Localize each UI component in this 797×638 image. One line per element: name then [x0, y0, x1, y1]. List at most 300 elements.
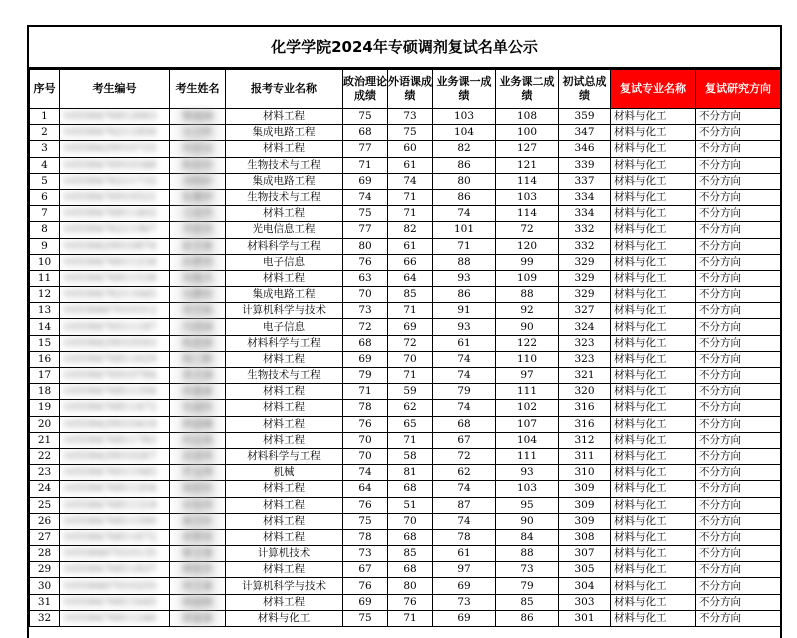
- cell-total-score: 334: [559, 189, 611, 205]
- cell-applied-major: 材料工程: [226, 432, 343, 448]
- table-row: [30, 594, 781, 610]
- table-row: [30, 157, 781, 173]
- header-total-score: 初试总成绩: [559, 70, 611, 109]
- cell-course1-score: 103: [433, 109, 496, 125]
- cell-course2-score: 79: [496, 578, 559, 594]
- cell-retest-direction: 不分方向: [696, 562, 781, 578]
- cell-candidate-id: 10558476811402: [60, 206, 170, 222]
- cell-candidate-id: 10558476811645: [60, 594, 170, 610]
- admission-list-sheet: [27, 25, 782, 638]
- cell-total-score: 323: [559, 351, 611, 367]
- cell-candidate-name: 林晨曦: [170, 416, 226, 432]
- cell-retest-direction: 不分方向: [696, 141, 781, 157]
- cell-retest-major: 材料与化工: [611, 319, 696, 335]
- header-applied-major: 报考专业名称: [226, 70, 343, 109]
- cell-retest-direction: 不分方向: [696, 173, 781, 189]
- cell-politics-score: 64: [343, 481, 388, 497]
- table-row: [30, 238, 781, 254]
- cell-no: 7: [30, 206, 60, 222]
- table-row: [30, 481, 781, 497]
- cell-retest-major: 材料与化工: [611, 610, 696, 626]
- table-row: [30, 206, 781, 222]
- cell-candidate-name: 韩雨桐: [170, 594, 226, 610]
- cell-english-score: 71: [388, 206, 433, 222]
- cell-retest-major: 材料与化工: [611, 448, 696, 464]
- cell-politics-score: 70: [343, 287, 388, 303]
- cell-retest-direction: 不分方向: [696, 594, 781, 610]
- cell-english-score: 68: [388, 481, 433, 497]
- cell-politics-score: 73: [343, 303, 388, 319]
- cell-course1-score: 61: [433, 546, 496, 562]
- cell-english-score: 61: [388, 157, 433, 173]
- cell-retest-direction: 不分方向: [696, 384, 781, 400]
- cell-retest-direction: 不分方向: [696, 578, 781, 594]
- cell-retest-direction: 不分方向: [696, 400, 781, 416]
- cell-applied-major: 计算机科学与技术: [226, 303, 343, 319]
- cell-english-score: 58: [388, 448, 433, 464]
- cell-course1-score: 101: [433, 222, 496, 238]
- cell-candidate-name: 徐嘉豪: [170, 384, 226, 400]
- cell-applied-major: 材料工程: [226, 594, 343, 610]
- table-body: [30, 109, 781, 627]
- cell-candidate-name: 梁欣怡: [170, 481, 226, 497]
- cell-english-score: 72: [388, 335, 433, 351]
- cell-candidate-name: 李欣悦: [170, 222, 226, 238]
- cell-total-score: 339: [559, 157, 611, 173]
- cell-politics-score: 69: [343, 351, 388, 367]
- cell-total-score: 337: [559, 173, 611, 189]
- cell-course1-score: 93: [433, 319, 496, 335]
- cell-politics-score: 75: [343, 513, 388, 529]
- cell-total-score: 304: [559, 578, 611, 594]
- cell-english-score: 71: [388, 432, 433, 448]
- cell-no: 18: [30, 384, 60, 400]
- cell-course1-score: 67: [433, 432, 496, 448]
- table-row: [30, 351, 781, 367]
- cell-course1-score: 104: [433, 125, 496, 141]
- table-row: [30, 270, 781, 286]
- cell-candidate-id: 10558429010267: [60, 448, 170, 464]
- cell-course2-score: 99: [496, 254, 559, 270]
- cell-politics-score: 73: [343, 546, 388, 562]
- table-row: [30, 141, 781, 157]
- cell-retest-major: 材料与化工: [611, 254, 696, 270]
- cell-retest-direction: 不分方向: [696, 189, 781, 205]
- cell-candidate-name: 冯诗涵: [170, 319, 226, 335]
- cell-retest-direction: 不分方向: [696, 481, 781, 497]
- cell-english-score: 74: [388, 173, 433, 189]
- cell-candidate-id: 10558476211856: [60, 125, 170, 141]
- header-retest-direction: 复试研究方向: [696, 70, 781, 109]
- cell-politics-score: 76: [343, 254, 388, 270]
- cell-course2-score: 104: [496, 432, 559, 448]
- cell-course1-score: 88: [433, 254, 496, 270]
- cell-no: 6: [30, 189, 60, 205]
- cell-english-score: 69: [388, 319, 433, 335]
- cell-retest-direction: 不分方向: [696, 546, 781, 562]
- cell-candidate-id: 10558476811204: [60, 481, 170, 497]
- cell-course2-score: 111: [496, 448, 559, 464]
- cell-retest-direction: 不分方向: [696, 238, 781, 254]
- cell-applied-major: 材料工程: [226, 351, 343, 367]
- cell-course2-score: 90: [496, 319, 559, 335]
- candidate-table: [29, 69, 781, 627]
- cell-english-score: 85: [388, 546, 433, 562]
- cell-retest-direction: 不分方向: [696, 529, 781, 545]
- cell-candidate-name: 陈思源: [170, 335, 226, 351]
- cell-course1-score: 74: [433, 206, 496, 222]
- cell-candidate-name: 吴子昕: [170, 125, 226, 141]
- cell-retest-major: 材料与化工: [611, 125, 696, 141]
- cell-retest-major: 材料与化工: [611, 384, 696, 400]
- cell-course1-score: 87: [433, 497, 496, 513]
- cell-applied-major: 材料工程: [226, 206, 343, 222]
- cell-politics-score: 69: [343, 594, 388, 610]
- cell-english-score: 73: [388, 109, 433, 125]
- cell-retest-direction: 不分方向: [696, 270, 781, 286]
- cell-applied-major: 集成电路工程: [226, 287, 343, 303]
- cell-candidate-name: 唐梦瑶: [170, 529, 226, 545]
- cell-retest-major: 材料与化工: [611, 335, 696, 351]
- cell-course2-score: 92: [496, 303, 559, 319]
- cell-retest-major: 材料与化工: [611, 546, 696, 562]
- cell-applied-major: 电子信息: [226, 254, 343, 270]
- cell-politics-score: 72: [343, 319, 388, 335]
- cell-english-score: 82: [388, 222, 433, 238]
- cell-candidate-id: 10558476511187: [60, 319, 170, 335]
- cell-politics-score: 63: [343, 270, 388, 286]
- cell-course1-score: 86: [433, 157, 496, 173]
- cell-total-score: 321: [559, 368, 611, 384]
- cell-no: 22: [30, 448, 60, 464]
- header-candidate-id: 考生编号: [60, 70, 170, 109]
- cell-retest-direction: 不分方向: [696, 157, 781, 173]
- cell-no: 9: [30, 238, 60, 254]
- cell-no: 13: [30, 303, 60, 319]
- cell-english-score: 71: [388, 189, 433, 205]
- cell-retest-major: 材料与化工: [611, 173, 696, 189]
- cell-course1-score: 68: [433, 416, 496, 432]
- cell-candidate-name: 廖欣然: [170, 562, 226, 578]
- cell-candidate-name: 周俊杰: [170, 270, 226, 286]
- table-row: [30, 465, 781, 481]
- cell-applied-major: 材料工程: [226, 513, 343, 529]
- cell-retest-major: 材料与化工: [611, 287, 696, 303]
- cell-applied-major: 材料工程: [226, 416, 343, 432]
- cell-course1-score: 82: [433, 141, 496, 157]
- cell-politics-score: 74: [343, 465, 388, 481]
- cell-candidate-id: 10558476812663: [60, 109, 170, 125]
- cell-no: 20: [30, 416, 60, 432]
- cell-candidate-name: 何志强: [170, 432, 226, 448]
- table-row: [30, 529, 781, 545]
- table-row: [30, 254, 781, 270]
- cell-retest-major: 材料与化工: [611, 351, 696, 367]
- cell-course2-score: 88: [496, 287, 559, 303]
- cell-no: 23: [30, 465, 60, 481]
- cell-politics-score: 80: [343, 238, 388, 254]
- cell-applied-major: 材料工程: [226, 141, 343, 157]
- cell-course2-score: 84: [496, 529, 559, 545]
- cell-candidate-name: 高诗琪: [170, 448, 226, 464]
- cell-politics-score: 78: [343, 400, 388, 416]
- table-row: [30, 546, 781, 562]
- cell-retest-major: 材料与化工: [611, 562, 696, 578]
- table-row: [30, 384, 781, 400]
- cell-english-score: 59: [388, 384, 433, 400]
- cell-candidate-id: 10558476811837: [60, 562, 170, 578]
- table-row: [30, 513, 781, 529]
- cell-total-score: 316: [559, 400, 611, 416]
- cell-retest-major: 材料与化工: [611, 238, 696, 254]
- cell-no: 4: [30, 157, 60, 173]
- cell-politics-score: 68: [343, 125, 388, 141]
- cell-applied-major: 材料工程: [226, 481, 343, 497]
- cell-course1-score: 74: [433, 513, 496, 529]
- cell-applied-major: 电子信息: [226, 319, 343, 335]
- cell-no: 17: [30, 368, 60, 384]
- cell-applied-major: 材料科学与工程: [226, 238, 343, 254]
- cell-total-score: 329: [559, 270, 611, 286]
- cell-retest-major: 材料与化工: [611, 141, 696, 157]
- cell-no: 3: [30, 141, 60, 157]
- cell-applied-major: 材料工程: [226, 384, 343, 400]
- cell-course1-score: 74: [433, 400, 496, 416]
- cell-course1-score: 74: [433, 351, 496, 367]
- cell-total-score: 312: [559, 432, 611, 448]
- cell-no: 29: [30, 562, 60, 578]
- cell-no: 11: [30, 270, 60, 286]
- cell-politics-score: 75: [343, 109, 388, 125]
- cell-applied-major: 集成电路工程: [226, 125, 343, 141]
- cell-retest-major: 材料与化工: [611, 432, 696, 448]
- cell-course1-score: 93: [433, 270, 496, 286]
- cell-candidate-id: 10558476910521: [60, 189, 170, 205]
- cell-total-score: 359: [559, 109, 611, 125]
- cell-english-score: 75: [388, 125, 433, 141]
- cell-retest-direction: 不分方向: [696, 416, 781, 432]
- cell-candidate-id: 10558476011945: [60, 465, 170, 481]
- cell-candidate-id: 10558476811356: [60, 384, 170, 400]
- cell-candidate-id: 10558476211732: [60, 173, 170, 189]
- cell-candidate-id: 10558476211645: [60, 287, 170, 303]
- cell-candidate-name: 孙梦琪: [170, 254, 226, 270]
- cell-english-score: 64: [388, 270, 433, 286]
- cell-course1-score: 79: [433, 384, 496, 400]
- cell-course1-score: 86: [433, 189, 496, 205]
- cell-no: 12: [30, 287, 60, 303]
- cell-candidate-id: 10558476811538: [60, 270, 170, 286]
- cell-total-score: 309: [559, 497, 611, 513]
- cell-candidate-id: 10558429010593: [60, 335, 170, 351]
- cell-retest-direction: 不分方向: [696, 610, 781, 626]
- cell-english-score: 51: [388, 497, 433, 513]
- cell-candidate-name: 杨一帆: [170, 351, 226, 367]
- cell-english-score: 68: [388, 562, 433, 578]
- cell-course2-score: 127: [496, 141, 559, 157]
- cell-english-score: 70: [388, 513, 433, 529]
- cell-course2-score: 97: [496, 368, 559, 384]
- cell-no: 30: [30, 578, 60, 594]
- cell-candidate-id: 10558476811318: [60, 497, 170, 513]
- cell-candidate-id: 10558467010312: [60, 303, 170, 319]
- cell-applied-major: 材料与化工: [226, 610, 343, 626]
- cell-no: 14: [30, 319, 60, 335]
- cell-retest-direction: 不分方向: [696, 497, 781, 513]
- cell-retest-direction: 不分方向: [696, 319, 781, 335]
- cell-course2-score: 103: [496, 189, 559, 205]
- cell-total-score: 323: [559, 335, 611, 351]
- cell-retest-direction: 不分方向: [696, 465, 781, 481]
- cell-english-score: 81: [388, 465, 433, 481]
- cell-total-score: 307: [559, 546, 611, 562]
- cell-no: 32: [30, 610, 60, 626]
- cell-politics-score: 77: [343, 222, 388, 238]
- cell-candidate-name: 赵子豪: [170, 238, 226, 254]
- table-row: [30, 173, 781, 189]
- table-row: [30, 578, 781, 594]
- cell-retest-major: 材料与化工: [611, 189, 696, 205]
- cell-applied-major: 材料科学与工程: [226, 335, 343, 351]
- cell-no: 25: [30, 497, 60, 513]
- cell-retest-major: 材料与化工: [611, 400, 696, 416]
- cell-applied-major: 生物技术与工程: [226, 157, 343, 173]
- table-row: [30, 416, 781, 432]
- cell-course1-score: 97: [433, 562, 496, 578]
- header-politics-score: 政治理论成绩: [343, 70, 388, 109]
- cell-retest-direction: 不分方向: [696, 368, 781, 384]
- cell-retest-major: 材料与化工: [611, 481, 696, 497]
- cell-course2-score: 114: [496, 206, 559, 222]
- cell-total-score: 332: [559, 238, 611, 254]
- cell-retest-major: 材料与化工: [611, 157, 696, 173]
- cell-no: 5: [30, 173, 60, 189]
- cell-no: 19: [30, 400, 60, 416]
- cell-candidate-name: 郑宇航: [170, 303, 226, 319]
- cell-no: 16: [30, 351, 60, 367]
- cell-politics-score: 74: [343, 189, 388, 205]
- cell-retest-direction: 不分方向: [696, 335, 781, 351]
- table-row: [30, 222, 781, 238]
- cell-applied-major: 计算机科学与技术: [226, 578, 343, 594]
- cell-course2-score: 88: [496, 546, 559, 562]
- cell-course2-score: 111: [496, 384, 559, 400]
- cell-applied-major: 材料科学与工程: [226, 448, 343, 464]
- cell-retest-major: 材料与化工: [611, 368, 696, 384]
- cell-applied-major: 集成电路工程: [226, 173, 343, 189]
- cell-candidate-name: 黎雨涵: [170, 109, 226, 125]
- cell-total-score: 305: [559, 562, 611, 578]
- cell-politics-score: 76: [343, 578, 388, 594]
- cell-retest-direction: 不分方向: [696, 432, 781, 448]
- cell-total-score: 329: [559, 287, 611, 303]
- cell-course1-score: 91: [433, 303, 496, 319]
- cell-candidate-id: 10558429010876: [60, 238, 170, 254]
- cell-candidate-name: 吴静怡: [170, 287, 226, 303]
- cell-candidate-name: 谢宇轩: [170, 513, 226, 529]
- cell-course1-score: 62: [433, 465, 496, 481]
- cell-retest-direction: 不分方向: [696, 109, 781, 125]
- cell-course1-score: 72: [433, 448, 496, 464]
- cell-english-score: 71: [388, 610, 433, 626]
- cell-no: 21: [30, 432, 60, 448]
- cell-course2-score: 107: [496, 416, 559, 432]
- cell-candidate-name: 周思远: [170, 141, 226, 157]
- cell-politics-score: 70: [343, 432, 388, 448]
- header-course2-score: 业务课二成绩: [496, 70, 559, 109]
- cell-retest-major: 材料与化工: [611, 222, 696, 238]
- cell-no: 31: [30, 594, 60, 610]
- cell-english-score: 68: [388, 529, 433, 545]
- cell-retest-direction: 不分方向: [696, 287, 781, 303]
- cell-candidate-id: 10558476811783: [60, 432, 170, 448]
- cell-candidate-id: 10558476811246: [60, 610, 170, 626]
- cell-course1-score: 71: [433, 238, 496, 254]
- cell-candidate-name: 朱雨欣: [170, 400, 226, 416]
- cell-candidate-id: 10558476811590: [60, 513, 170, 529]
- cell-total-score: 327: [559, 303, 611, 319]
- cell-candidate-name: 宋佳琪: [170, 497, 226, 513]
- cell-no: 1: [30, 109, 60, 125]
- cell-candidate-id: 10558476611234: [60, 254, 170, 270]
- cell-no: 27: [30, 529, 60, 545]
- cell-candidate-id: 10558476910784: [60, 368, 170, 384]
- cell-total-score: 303: [559, 594, 611, 610]
- table-row: [30, 109, 781, 125]
- cell-applied-major: 计算机技术: [226, 546, 343, 562]
- cell-politics-score: 78: [343, 529, 388, 545]
- cell-course2-score: 114: [496, 173, 559, 189]
- cell-applied-major: 材料工程: [226, 497, 343, 513]
- cell-applied-major: 材料工程: [226, 270, 343, 286]
- cell-retest-major: 材料与化工: [611, 497, 696, 513]
- cell-total-score: 308: [559, 529, 611, 545]
- cell-english-score: 80: [388, 578, 433, 594]
- cell-course2-score: 95: [496, 497, 559, 513]
- header-row: [30, 70, 781, 109]
- cell-politics-score: 71: [343, 157, 388, 173]
- cell-applied-major: 生物技术与工程: [226, 368, 343, 384]
- cell-candidate-name: 王浩然: [170, 206, 226, 222]
- cell-course2-score: 103: [496, 481, 559, 497]
- cell-english-score: 61: [388, 238, 433, 254]
- header-no: 序号: [30, 70, 60, 109]
- cell-candidate-id: 10558429010725: [60, 141, 170, 157]
- table-row: [30, 319, 781, 335]
- header-candidate-name: 考生姓名: [170, 70, 226, 109]
- cell-no: 26: [30, 513, 60, 529]
- cell-candidate-name: 周子豪: [170, 578, 226, 594]
- cell-course1-score: 74: [433, 368, 496, 384]
- table-row: [30, 562, 781, 578]
- cell-english-score: 71: [388, 368, 433, 384]
- cell-course2-score: 102: [496, 400, 559, 416]
- cell-course2-score: 73: [496, 562, 559, 578]
- cell-course2-score: 122: [496, 335, 559, 351]
- cell-course2-score: 108: [496, 109, 559, 125]
- cell-retest-major: 材料与化工: [611, 513, 696, 529]
- cell-retest-major: 材料与化工: [611, 109, 696, 125]
- cell-course1-score: 78: [433, 529, 496, 545]
- cell-retest-direction: 不分方向: [696, 303, 781, 319]
- cell-retest-major: 材料与化工: [611, 303, 696, 319]
- cell-course2-score: 93: [496, 465, 559, 481]
- cell-candidate-id: 10558476211967: [60, 222, 170, 238]
- cell-total-score: 320: [559, 384, 611, 400]
- cell-no: 10: [30, 254, 60, 270]
- cell-course1-score: 74: [433, 481, 496, 497]
- cell-total-score: 347: [559, 125, 611, 141]
